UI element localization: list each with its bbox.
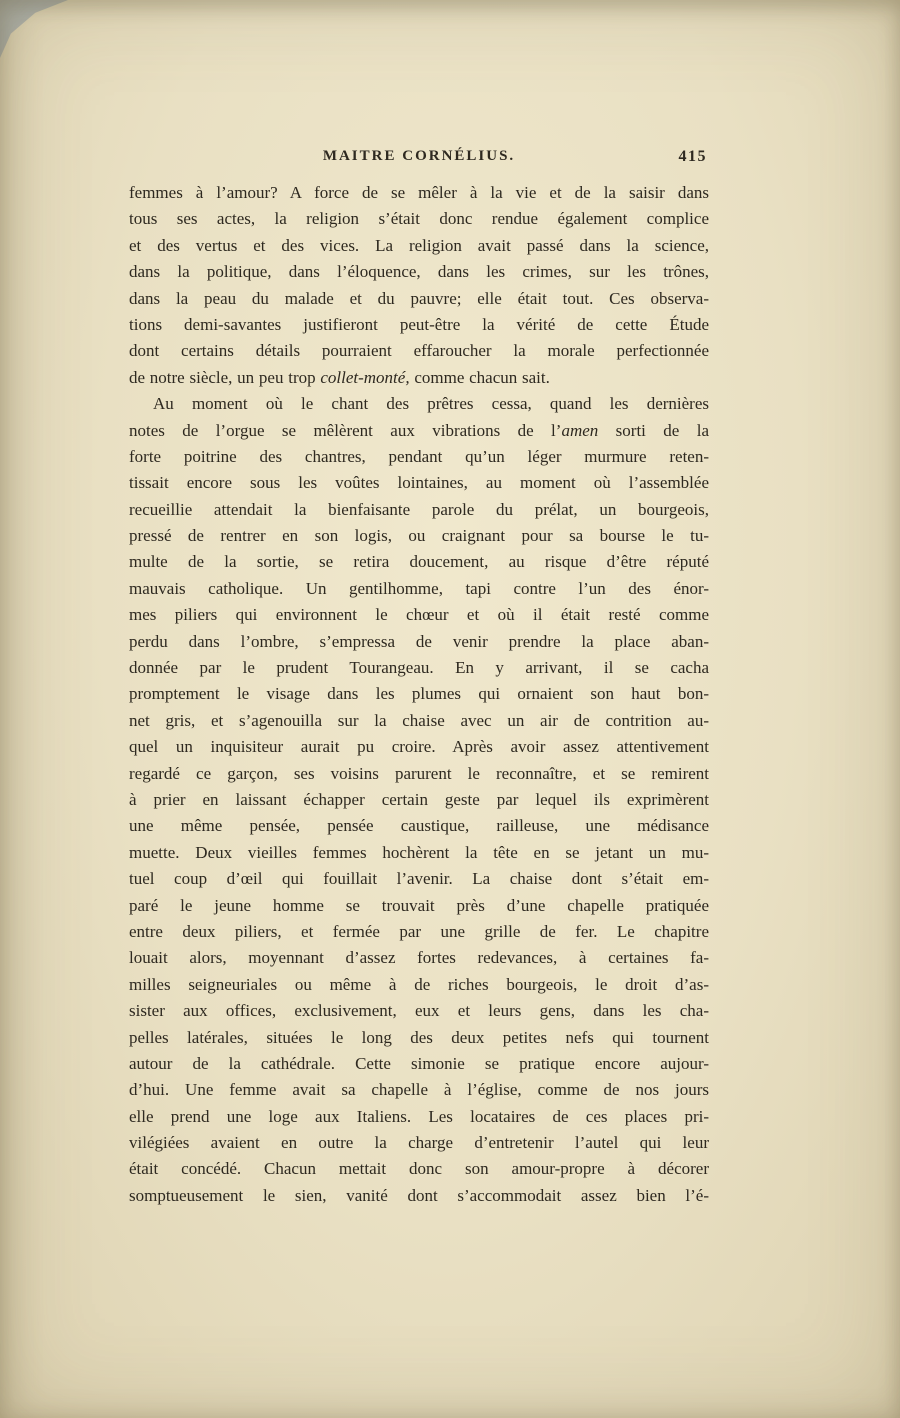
body-text: mauvais catholique. Un gentilhomme, tapi contre l’un des énor-: [129, 578, 709, 598]
text-line: [129, 840, 709, 866]
body-text: de notre siècle, un peu trop: [129, 367, 321, 387]
body-text: pressé de rentrer en son logis, ou craignant pour sa bourse le tu-: [129, 526, 709, 546]
body-text: perdu dans l’ombre, s’empressa de venir prendre la place aban-: [129, 631, 709, 651]
body-text: pelles latérales, situées le long des deux petites nefs qui tournent: [129, 1027, 709, 1047]
paragraph: [129, 180, 709, 391]
text-line: [129, 602, 709, 628]
text-line: [129, 418, 709, 444]
body-text: louait alors, moyennant d’assez fortes redevances, à certaines fa-: [129, 948, 709, 968]
body-text: promptement le visage dans les plumes qui ornaient son haut bon-: [129, 684, 709, 704]
text-line: [129, 549, 709, 575]
body-text: regardé ce garçon, ses voisins parurent le reconnaître, et se remirent: [129, 763, 709, 783]
text-line: [129, 1104, 709, 1130]
running-title: MAITRE CORNÉLIUS.: [322, 148, 516, 164]
body-text: tous ses actes, la religion s’était donc rendue également complice: [129, 209, 709, 229]
text-line: [129, 813, 709, 839]
text-line: [129, 312, 709, 338]
text-line: [129, 919, 709, 945]
body-text: et des vertus et des vices. La religion avait passé dans la science,: [129, 235, 709, 255]
scan-corner-artifact: [0, 0, 68, 58]
body-text: d’hui. Une femme avait sa chapelle à l’église, comme de nos jours: [129, 1080, 709, 1100]
body-text: tions demi-savantes justifieront peut-être la vérité de cette Étude: [129, 314, 709, 334]
text-line: [129, 338, 709, 364]
paragraph: [129, 391, 709, 1209]
text-line: [129, 523, 709, 549]
body-text: multe de la sortie, se retira doucement, au risque d’être réputé: [129, 552, 709, 572]
body-text: Au moment où le chant des prêtres cessa, quand les dernières: [153, 394, 709, 414]
text-line: [129, 233, 709, 259]
body-text: sorti de la: [598, 420, 709, 440]
body-text: quel un inquisiteur aurait pu croire. Après avoir assez attentivement: [129, 737, 709, 757]
text-line: [129, 1025, 709, 1051]
text-line: [129, 286, 709, 312]
text-line: [129, 893, 709, 919]
text-line: [129, 655, 709, 681]
text-line: [129, 1077, 709, 1103]
body-text: vilégiées avaient en outre la charge d’entretenir l’autel qui leur: [129, 1133, 709, 1153]
body-text: mes piliers qui environnent le chœur et où il était resté comme: [129, 605, 709, 625]
body-text: une même pensée, pensée caustique, railleuse, une médisance: [129, 816, 709, 836]
text-line: [129, 180, 709, 206]
text-line: [129, 206, 709, 232]
text-line: [129, 391, 709, 417]
body-text: dans la politique, dans l’éloquence, dans les crimes, sur les trônes,: [129, 262, 709, 282]
italic-text: collet-monté,: [320, 367, 410, 387]
text-line: [129, 497, 709, 523]
text-line: [129, 708, 709, 734]
body-text: dans la peau du malade et du pauvre; elle était tout. Ces observa-: [129, 288, 709, 308]
text-line: [129, 1156, 709, 1182]
text-line: [129, 576, 709, 602]
body-text: tissait encore sous les voûtes lointaines, au moment où l’assemblée: [129, 473, 709, 493]
body-text: recueillie attendait la bienfaisante parole du prélat, un bourgeois,: [129, 499, 709, 519]
page-number: 415: [678, 148, 707, 165]
page-text: [129, 180, 709, 1209]
body-text: femmes à l’amour? A force de se mêler à la vie et de la saisir dans: [129, 183, 709, 202]
body-text: à prier en laissant échapper certain geste par lequel ils exprimèrent: [129, 789, 709, 809]
text-line: [129, 1130, 709, 1156]
body-text: somptueusement le sien, vanité dont s’accommodait assez bien l’é-: [129, 1185, 709, 1205]
body-text: comme chacun sait.: [409, 367, 550, 387]
text-line: [129, 945, 709, 971]
text-line: [129, 972, 709, 998]
text-line: [129, 259, 709, 285]
page-header: [129, 148, 709, 172]
text-line: [129, 1051, 709, 1077]
text-line: [129, 998, 709, 1024]
body-text: autour de la cathédrale. Cette simonie se pratique encore aujour-: [129, 1053, 709, 1073]
text-line: [129, 787, 709, 813]
body-text: dont certains détails pourraient effaroucher la morale perfectionnée: [129, 341, 709, 361]
body-text: forte poitrine des chantres, pendant qu’un léger murmure reten-: [129, 446, 709, 466]
body-text: muette. Deux vieilles femmes hochèrent la tête en se jetant un mu-: [129, 842, 709, 862]
body-text: net gris, et s’agenouilla sur la chaise avec un air de contrition au-: [129, 710, 709, 730]
text-line: [129, 470, 709, 496]
text-line: [129, 444, 709, 470]
body-text: sister aux offices, exclusivement, eux et leurs gens, dans les cha-: [129, 1001, 709, 1021]
text-line: [129, 681, 709, 707]
body-text: notes de l’orgue se mêlèrent aux vibrations de l’: [129, 420, 562, 440]
text-line: [129, 365, 709, 391]
body-text: elle prend une loge aux Italiens. Les locataires de ces places pri-: [129, 1106, 709, 1126]
body-text: était concédé. Chacun mettait donc son amour-propre à décorer: [129, 1159, 709, 1179]
body-text: entre deux piliers, et fermée par une grille de fer. Le chapitre: [129, 921, 709, 941]
body-text: tuel coup d’œil qui fouillait l’avenir. La chaise dont s’était em-: [129, 869, 709, 889]
text-line: [129, 1183, 709, 1209]
text-line: [129, 761, 709, 787]
body-text: milles seigneuriales ou même à de riches bourgeois, le droit d’as-: [129, 974, 709, 994]
text-line: [129, 866, 709, 892]
italic-text: amen: [561, 420, 599, 440]
body-text: paré le jeune homme se trouvait près d’une chapelle pratiquée: [129, 895, 709, 915]
body-text: donnée par le prudent Tourangeau. En y arrivant, il se cacha: [129, 658, 709, 678]
text-line: [129, 629, 709, 655]
text-line: [129, 734, 709, 760]
